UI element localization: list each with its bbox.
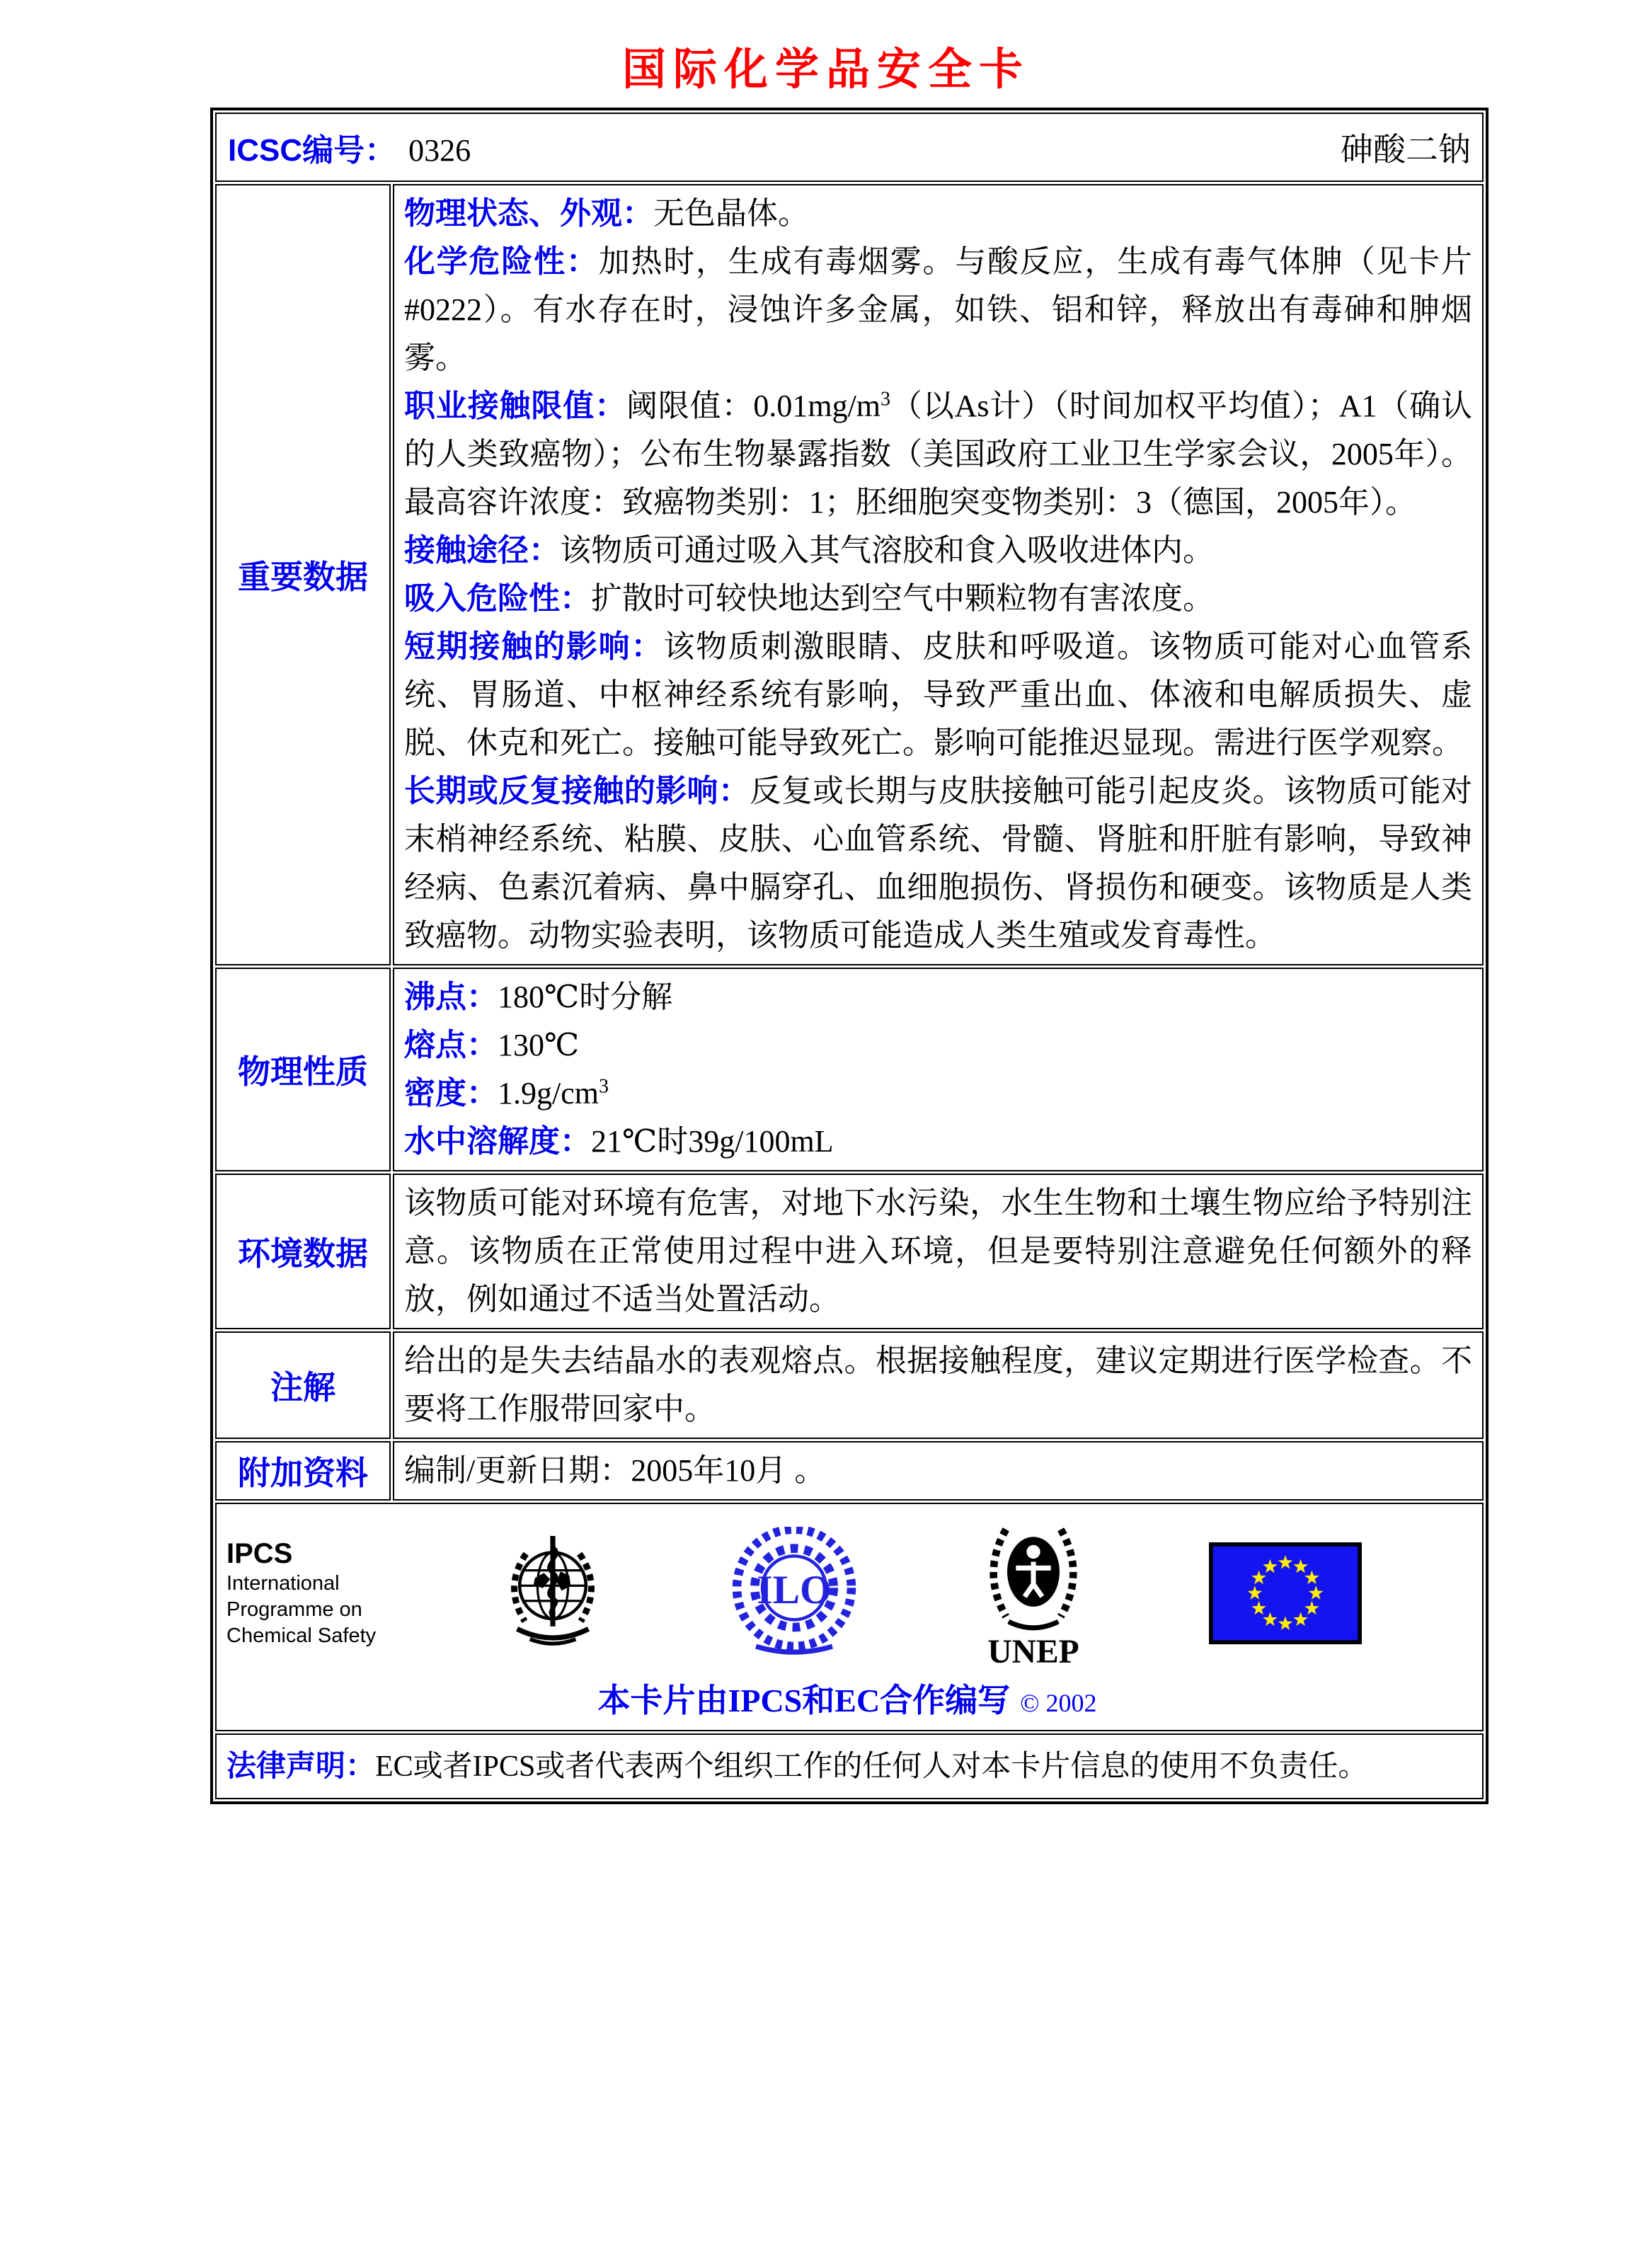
ipcs-line-2: Programme on (226, 1598, 362, 1621)
unep-letters: UNEP (987, 1634, 1079, 1669)
cooperation-caption (226, 1675, 1468, 1721)
field-label: 水中溶解度： (404, 1124, 591, 1159)
field-short-term-effects (404, 623, 1472, 767)
field-text: 编制/更新日期：2005年10月 。 (404, 1453, 826, 1488)
field-label: 吸入危险性： (404, 581, 591, 616)
field-label: 熔点： (404, 1028, 498, 1062)
field-text: 加热时，生成有毒烟雾。与酸反应，生成有毒气体胂（见卡片#0222）。有水存在时，浸蚀许多金属，如铁、铝和锌，释放出有毒砷和胂烟雾。 (404, 244, 1472, 375)
field-chemical-dangers (404, 238, 1472, 382)
who-logo-icon (489, 1530, 616, 1657)
field-text: 130℃ (498, 1028, 580, 1062)
legal-label: 法律声明： (226, 1749, 376, 1782)
ilo-logo-icon (730, 1527, 858, 1659)
field-melting-point (404, 1021, 1472, 1070)
section-label-important-data: 重要数据 (215, 184, 391, 965)
section-content-environmental-data (393, 1174, 1484, 1329)
section-content-physical-properties (393, 968, 1484, 1171)
ipcs-acronym: IPCS (226, 1538, 293, 1569)
field-label: 职业接触限值： (404, 389, 626, 423)
field-text: 21℃时39g/100mL (591, 1124, 834, 1159)
field-label: 长期或反复接触的影响： (404, 774, 750, 808)
field-text: 1.9g/cm (498, 1076, 599, 1111)
legal-notice-row (215, 1733, 1484, 1799)
logos-row (215, 1503, 1484, 1731)
section-label-additional-info: 附加资料 (215, 1441, 391, 1501)
icsc-number-group (228, 125, 471, 170)
icsc-number-value: 0326 (408, 133, 471, 168)
unep-logo-icon (971, 1517, 1096, 1669)
page-title: 国际化学品安全卡 (621, 46, 1030, 94)
section-label-notes: 注解 (215, 1331, 391, 1439)
caption-copyright: © 2002 (1020, 1689, 1097, 1717)
field-density (404, 1070, 1472, 1118)
section-content-additional-info (393, 1441, 1484, 1501)
superscript: 3 (881, 388, 891, 411)
field-label: 物理状态、外观： (404, 196, 653, 231)
field-text: 反复或长期与皮肤接触可能引起皮炎。该物质可能对末梢神经系统、粘膜、皮肤、心血管系统、骨髓、肾脏和肝脏有影响，导致神经病、色素沉着病、鼻中膈穿孔、血细胞损伤、肾损伤和硬变。该物质是人类致癌物。动物实验表明，该物质可能造成人类生殖或发育毒性。 (404, 774, 1473, 953)
section-content-important-data (393, 184, 1484, 965)
field-text: 阈限值：0.01mg/m (626, 389, 881, 423)
section-content-notes (393, 1331, 1484, 1439)
field-routes-of-exposure (404, 527, 1472, 575)
field-text: 该物质可能对环境有危害，对地下水污染，水生生物和土壤生物应给予特别注意。该物质在正常使用过程中进入环境，但是要特别注意避免任何额外的释放，例如通过不适当处置活动。 (404, 1186, 1472, 1317)
field-label: 密度： (404, 1076, 498, 1111)
ipcs-line-1: International (226, 1572, 340, 1595)
field-label: 短期接触的影响： (404, 629, 664, 664)
eu-flag-icon (1209, 1542, 1362, 1644)
field-boiling-point (404, 973, 1472, 1021)
field-text: 扩散时可较快地达到空气中颗粒物有害浓度。 (591, 581, 1214, 616)
caption-text: 本卡片由IPCS和EC合作编写 (597, 1682, 1011, 1719)
field-occupational-exposure-limits (404, 382, 1472, 527)
icsc-header-row (215, 113, 1484, 182)
section-label-environmental-data: 环境数据 (215, 1174, 391, 1329)
legal-text: EC或者IPCS或者代表两个组织工作的任何人对本卡片信息的使用不负责任。 (375, 1750, 1368, 1783)
field-text: 无色晶体。 (653, 196, 809, 231)
safety-card-table (210, 108, 1488, 1804)
field-solubility-in-water (404, 1118, 1472, 1166)
field-text: 180℃时分解 (498, 980, 673, 1014)
field-text: 该物质可通过吸入其气溶胶和食入吸收进体内。 (560, 533, 1214, 568)
field-text-continued: （以As计）（时间加权平均值）；A1（确认的人类致癌物）；公布生物暴露指数（美国政府工业卫生学家会议，2005年）。最高容许浓度：致癌物类别：1；胚细胞突变物类别：3（德国，2005年）。 (404, 389, 1472, 520)
field-inhalation-risk (404, 575, 1472, 623)
section-label-physical-properties: 物理性质 (215, 968, 391, 1171)
ipcs-line-3: Chemical Safety (226, 1624, 377, 1647)
field-label: 沸点： (404, 980, 498, 1014)
superscript: 3 (598, 1075, 609, 1098)
field-text: 给出的是失去结晶水的表观熔点。根据接触程度，建议定期进行医学检查。不要将工作服带回家中。 (404, 1343, 1472, 1426)
field-physical-state (404, 190, 1472, 238)
logo-strip (226, 1517, 1468, 1669)
field-long-term-effects (404, 767, 1472, 960)
field-label: 接触途径： (404, 533, 560, 568)
chemical-name: 砷酸二钠 (1341, 132, 1471, 168)
ipcs-text-block (226, 1537, 376, 1649)
icsc-number-label: ICSC编号： (228, 133, 396, 168)
field-label: 化学危险性： (404, 244, 599, 279)
field-text: 该物质刺激眼睛、皮肤和呼吸道。该物质可能对心血管系统、胃肠道、中枢神经系统有影响，导致严重出血、体液和电解质损失、虚脱、休克和死亡。接触可能导致死亡。影响可能推迟显现。需进行医学观察。 (404, 629, 1472, 760)
ilo-letters: ILO (756, 1567, 832, 1612)
